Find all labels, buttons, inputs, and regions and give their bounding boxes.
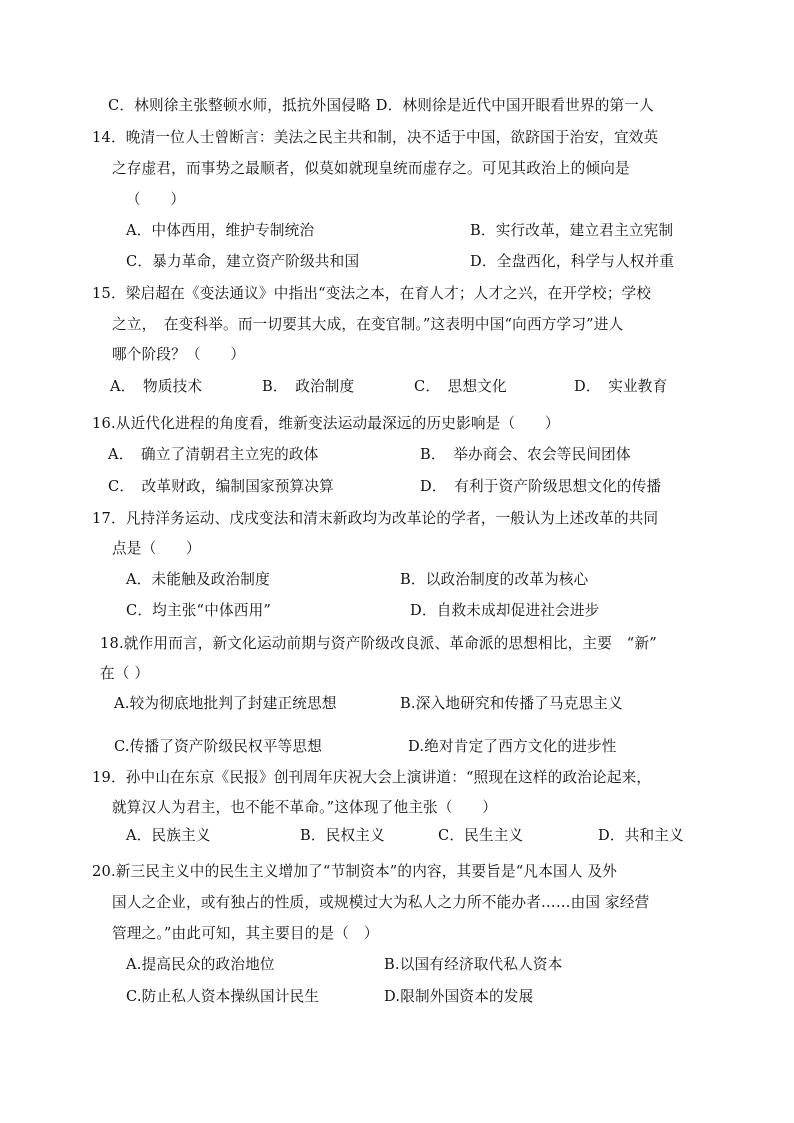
text-line: （ ） [126,191,186,208]
text-line: D.限制外国资本的发展 [384,988,534,1005]
text-line: C.防止私人资本操纵国计民生 [126,988,320,1005]
text-line: 点是（ ） [112,540,201,557]
text-line: C.传播了资产阶级民权平等思想 [114,738,323,755]
text-line: 20.新三民主义中的民生主义增加了“节制资本”的内容，其要旨是“凡本国人 及外 [92,863,618,880]
text-line: 14．晚清一位人士曾断言：美法之民主共和制，决不适于中国，欲跻国于治安，宜效英 [92,129,659,146]
text-line: 之存虚君，而事势之最顺者，似莫如就现皇统而虚存之。可见其政治上的倾向是 [112,160,630,177]
text-line: 18.就作用而言，新文化运动前期与资产阶级改良派、革命派的思想相比，主要 “新” [100,635,657,652]
text-line: A．民族主义 [126,827,211,844]
text-line: C． 改革财政，编制国家预算决算 [108,478,334,495]
text-line: 管理之。”由此可知，其主要目的是（ ） [112,925,379,942]
text-line: B． 举办商会、农会等民间团体 [420,446,631,463]
text-line: A.提高民众的政治地位 [126,956,275,973]
text-line: 哪个阶段？（ ） [112,346,246,363]
text-line: B．民权主义 [300,827,385,844]
text-line: 15．梁启超在《变法通议》中指出“变法之本，在育人才；人才之兴，在开学校；学校 [92,285,652,302]
text-line: B．实行改革，建立君主立宪制 [470,222,674,239]
text-line: B．以政治制度的改革为核心 [400,571,589,588]
text-line: 17．凡持洋务运动、戊戌变法和清末新政均为改革论的学者，一般认为上述改革的共同 [92,510,659,527]
text-line: A．中体西用，维护专制统治 [126,222,315,239]
text-line: C．暴力革命，建立资产阶级共和国 [126,253,360,270]
text-line: B.深入地研究和传播了马克思主义 [400,695,623,712]
text-line: D． 实业教育 [574,378,668,395]
text-line: 国人之企业，或有独占的性质，或规模过大为私人之力所不能办者……由国 家经营 [112,894,650,911]
text-line: C． 思想文化 [414,378,507,395]
text-line: B.以国有经济取代私人资本 [384,956,563,973]
text-line: D． 有利于资产阶级思想文化的传播 [420,478,662,495]
text-line: D．全盘西化，科学与人权并重 [470,253,675,270]
text-line: C．林则徐主张整顿水师，抵抗外国侵略 D．林则徐是近代中国开眼看世界的第一人 [108,97,654,114]
text-line: A.较为彻底地批判了封建正统思想 [114,695,337,712]
text-line: 之立， 在变科举。而一切要其大成，在变官制。”这表明中国“向西方学习”进人 [112,316,624,333]
text-line: 在（ ） [100,665,150,682]
text-line: 19．孙中山在东京《民报》创刊周年庆祝大会上演讲道：“照现在这样的政治论起来， [92,769,652,786]
text-line: A． 确立了清朝君主立宪的政体 [108,446,319,463]
text-line: D．共和主义 [598,827,684,844]
text-line: A． 物质技术 [110,378,203,395]
text-line: C．均主张“中体西用” [126,602,272,619]
text-line: 16.从近代化进程的角度看，维新变法运动最深远的历史影响是（ ） [92,415,560,432]
text-line: D．自救未成却促进社会进步 [410,602,600,619]
text-line: 就算汉人为君主，也不能不革命。”这体现了他主张（ ） [112,799,498,816]
text-line: C．民生主义 [438,827,524,844]
text-line: D.绝对肯定了西方文化的进步性 [408,738,617,755]
text-line: A．未能触及政治制度 [126,571,270,588]
text-line: B． 政治制度 [262,378,355,395]
